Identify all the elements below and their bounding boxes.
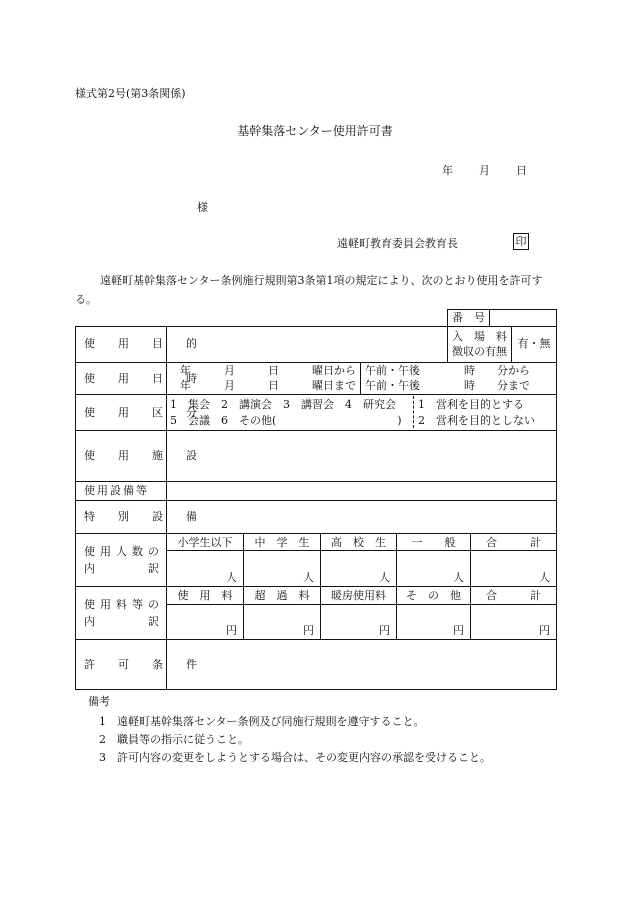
- border: [75, 362, 557, 363]
- fee-unit: 円: [453, 624, 464, 637]
- conditions-field[interactable]: [170, 643, 552, 686]
- fee-label-line1: 入 場 料: [452, 330, 507, 343]
- border: [75, 586, 557, 587]
- people-unit: 人: [303, 571, 314, 584]
- category-label: 使 用 区 分: [84, 406, 203, 419]
- category-line1: 1 集会 2 講演会 3 講習会 4 研究会: [170, 398, 396, 411]
- people-header: 中 学 生: [254, 536, 310, 549]
- border: [489, 309, 490, 326]
- issuer: 遠軽町教育委員会教育長: [337, 237, 458, 250]
- issue-date: [442, 162, 527, 178]
- people-unit: 人: [379, 571, 390, 584]
- people-header: 高 校 生: [331, 536, 386, 549]
- border: [75, 689, 557, 690]
- border: [556, 326, 557, 690]
- notes-title: 備考: [88, 695, 110, 708]
- people-unit: 人: [226, 571, 237, 584]
- border: [75, 430, 557, 431]
- datetime-label: 使 用 日 時: [84, 372, 203, 385]
- people-header: 小学生以下: [177, 536, 233, 549]
- seal-box: 印: [513, 233, 529, 250]
- note-number: 1: [99, 715, 106, 728]
- fee-unit: 円: [379, 624, 390, 637]
- fee-options[interactable]: 有・無: [517, 337, 551, 350]
- date-month: 月: [479, 164, 490, 177]
- note-item: [99, 749, 491, 765]
- border: [447, 309, 557, 310]
- fee-header: 使 用 料: [177, 589, 233, 602]
- border: [360, 362, 361, 394]
- border: [75, 481, 557, 482]
- facility-field[interactable]: [170, 434, 552, 478]
- category-line2: 5 会議 6 その他( ): [170, 414, 402, 427]
- profit-line1: 1 営利を目的とする: [418, 398, 524, 411]
- ampm-to: 午前・午後 時 分まで: [365, 379, 530, 392]
- document-title: 基幹集落センター使用許可書: [237, 124, 393, 138]
- border: [556, 309, 557, 326]
- conditions-label: 許 可 条 件: [84, 658, 203, 671]
- number-field[interactable]: [492, 311, 554, 324]
- fee-header: そ の 他: [406, 589, 461, 602]
- people-label-line2: 内 訳: [84, 562, 164, 575]
- equipment-field[interactable]: [170, 483, 552, 498]
- people-header: 合 計: [486, 536, 541, 549]
- border: [75, 533, 557, 534]
- addressee-suffix: 様: [197, 201, 208, 214]
- date-day: 日: [516, 164, 527, 177]
- fee-unit: 円: [539, 624, 550, 637]
- fee-header: 超 過 料: [254, 589, 310, 602]
- people-label-line1: 使用人数の: [84, 545, 164, 558]
- fee-header: 暖房使用料: [331, 589, 386, 602]
- purpose-label: 使 用 目 的: [84, 337, 203, 350]
- special-field[interactable]: [170, 503, 552, 531]
- note-number: 3: [99, 751, 106, 764]
- equipment-label: 使用設備等: [84, 484, 149, 497]
- fees-label-line1: 使用料等の: [84, 598, 164, 611]
- profit-line2: 2 営利を目的としない: [418, 414, 535, 427]
- fee-unit: 円: [226, 624, 237, 637]
- date-year: 年: [442, 164, 453, 177]
- datetime-from: 年 月 日 曜日から: [180, 364, 356, 377]
- border: [75, 326, 76, 690]
- border: [75, 394, 557, 395]
- border: [166, 550, 557, 551]
- form-label: 様式第2号(第3条関係): [75, 87, 186, 100]
- special-label: 特 別 設 備: [84, 510, 203, 523]
- fee-unit: 円: [303, 624, 314, 637]
- note-text: 遠軽町基幹集落センター条例及び同施行規則を遵守すること。: [117, 715, 425, 728]
- note-item: [99, 731, 249, 747]
- note-text: 職員等の指示に従うこと。: [117, 733, 249, 746]
- fees-label-line2: 内 訳: [84, 615, 164, 628]
- fee-label-line2: 徴収の有無: [452, 345, 507, 358]
- number-label: 番 号: [452, 311, 485, 324]
- purpose-field[interactable]: [170, 330, 444, 360]
- facility-label: 使 用 施 設: [84, 449, 203, 462]
- note-item: [99, 713, 425, 729]
- datetime-to: 年 月 日 曜日まで: [180, 379, 356, 392]
- border: [75, 639, 557, 640]
- people-header: 一 般: [411, 536, 456, 549]
- note-number: 2: [99, 733, 106, 746]
- body-text: 遠軽町基幹集落センター条例施行規則第3条第1項の規定により、次のとおり使用を許可する。: [75, 274, 543, 306]
- note-text: 許可内容の変更をしようとする場合は、その変更内容の承認を受けること。: [117, 751, 491, 764]
- border: [75, 500, 557, 501]
- border: [166, 604, 557, 605]
- ampm-from: 午前・午後 時 分から: [365, 364, 530, 377]
- dashed-divider: [413, 396, 414, 428]
- people-unit: 人: [453, 571, 464, 584]
- people-unit: 人: [539, 571, 550, 584]
- border: [75, 326, 557, 327]
- fee-header: 合 計: [486, 589, 541, 602]
